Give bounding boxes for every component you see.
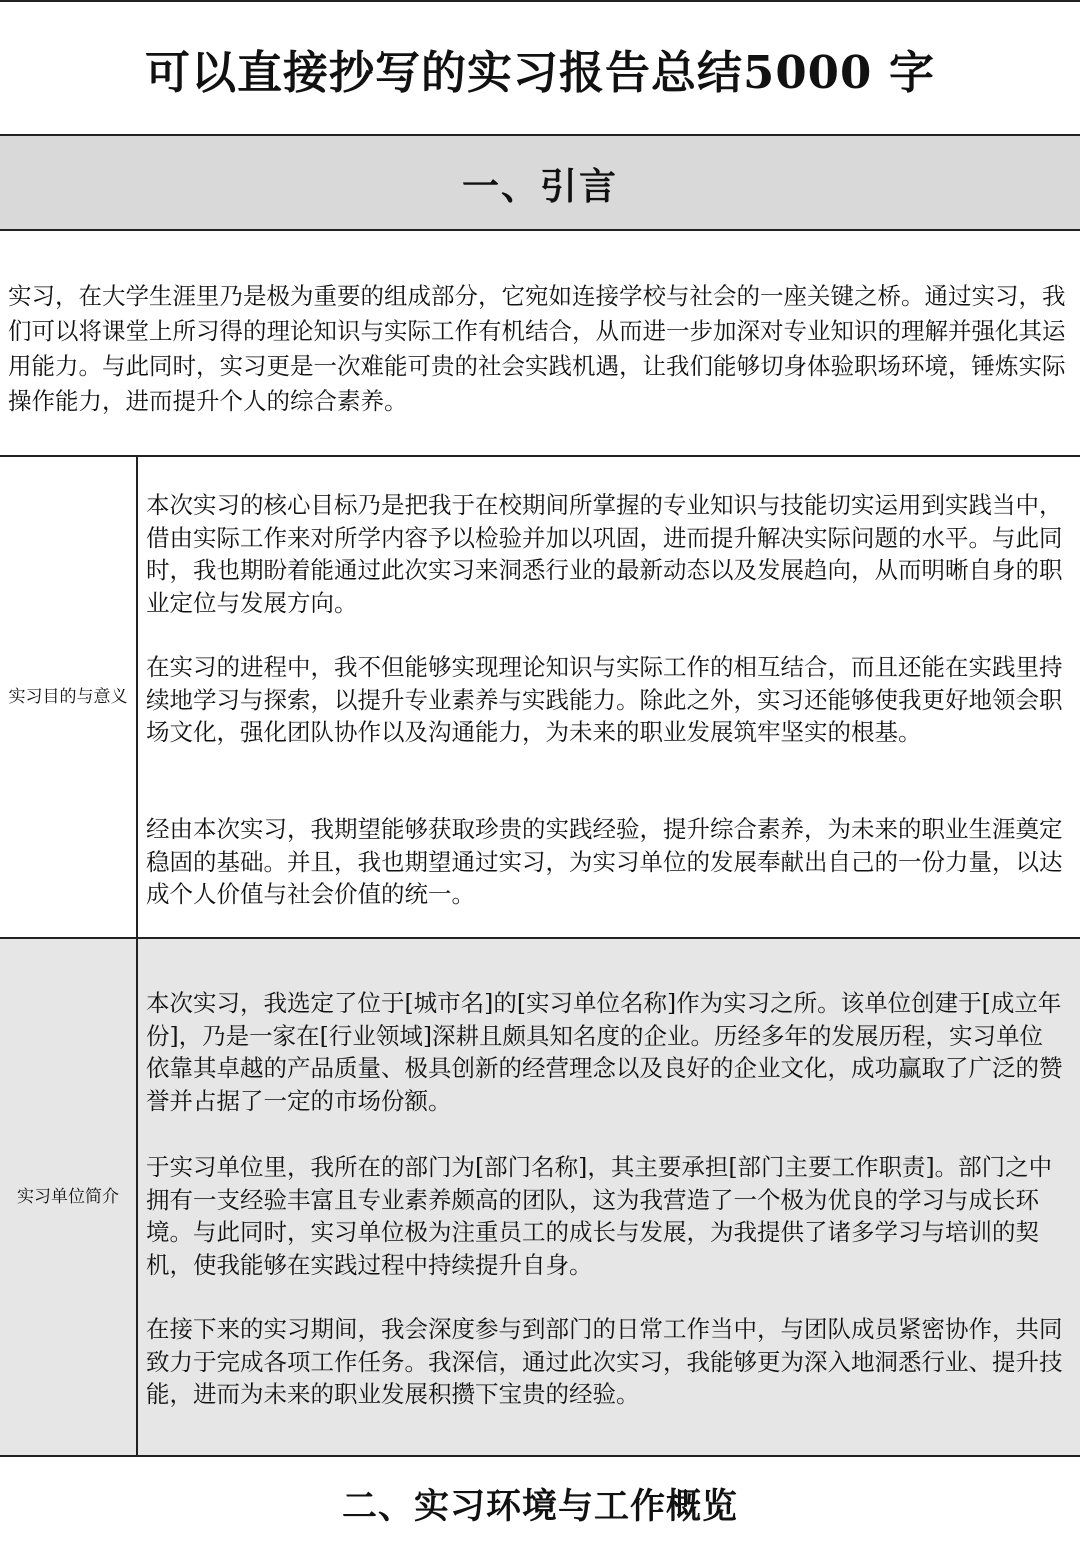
section-header-environment xyxy=(0,1455,1080,1550)
company-label: 实习单位简介 xyxy=(17,1187,119,1207)
company-paragraph-1: 本次实习，我选定了位于[城市名]的[实习单位名称]作为实习之所。该单位创建于[成立年份]，乃是一家在[行业领域]深耕且颇具知名度的企业。历经多年的发展历程，实习单位依靠其卓越的产品质量、极具创新的经营理念以及良好的企业文化，成功赢取了广泛的赞誉并占据了一定的市场份额。 xyxy=(146,989,1063,1115)
title-row xyxy=(0,0,1080,134)
company-label-cell xyxy=(0,939,138,1455)
section-title-environment: 二、实习环境与工作概览 xyxy=(341,1485,738,1527)
section-header-introduction xyxy=(0,134,1080,229)
purpose-label: 实习目的与意义 xyxy=(8,687,128,707)
company-paragraph-3: 在接下来的实习期间，我会深度参与到部门的日常工作当中，与团队成员紧密协作，共同致力于完成各项工作任务。我深信，通过此次实习，我能够更为深入地洞悉行业、提升技能，进而为未来的职业发展积攒下宝贵的经验。 xyxy=(146,1315,1063,1408)
purpose-paragraph-2: 在实习的进程中，我不但能够实现理论知识与实际工作的相互结合，而且还能在实践里持续地学习与探索，以提升专业素养与实践能力。除此之外，实习还能够使我更好地领会职场文化，强化团队协作以及沟通能力，为未来的职业发展筑牢坚实的根基。 xyxy=(146,653,1063,746)
purpose-paragraph-3: 经由本次实习，我期望能够获取珍贵的实践经验，提升综合素养，为未来的职业生涯奠定稳固的基础。并且，我也期望通过实习，为实习单位的发展奉献出自己的一份力量，以达成个人价值与社会价值的统一。 xyxy=(146,815,1063,908)
company-paragraph-2: 于实习单位里，我所在的部门为[部门名称]，其主要承担[部门主要工作职责]。部门之中拥有一支经验丰富且专业素养颇高的团队，这为我营造了一个极为优良的学习与成长环境。与此同时，实习单位极为注重员工的成长与发展，为我提供了诸多学习与培训的契机，使我能够在实践过程中持续提升自身。 xyxy=(146,1153,1053,1279)
purpose-paragraph-1: 本次实习的核心目标乃是把我于在校期间所掌握的专业知识与技能切实运用到实践当中，借由实际工作来对所学内容予以检验并加以巩固，进而提升解决实际问题的水平。与此同时，我也期盼着能通过此次实习来洞悉行业的最新动态以及发展趋向，从而明晰自身的职业定位与发展方向。 xyxy=(146,491,1063,617)
document-title: 可以直接抄写的实习报告总结5000 字 xyxy=(145,45,935,99)
intro-row xyxy=(0,229,1080,455)
company-row xyxy=(0,937,1080,1455)
intro-paragraph: 实习，在大学生涯里乃是极为重要的组成部分，它宛如连接学校与社会的一座关键之桥。通过实习，我们可以将课堂上所习得的理论知识与实际工作有机结合，从而进一步加深对专业知识的理解并强化其运用能力。与此同时，实习更是一次难能可贵的社会实践机遇，让我们能够切身体验职场环境，锤炼实际操作能力，进而提升个人的综合素养。 xyxy=(8,282,1066,415)
purpose-row xyxy=(0,455,1080,937)
section-title-introduction: 一、引言 xyxy=(462,163,618,208)
purpose-label-cell xyxy=(0,457,138,937)
